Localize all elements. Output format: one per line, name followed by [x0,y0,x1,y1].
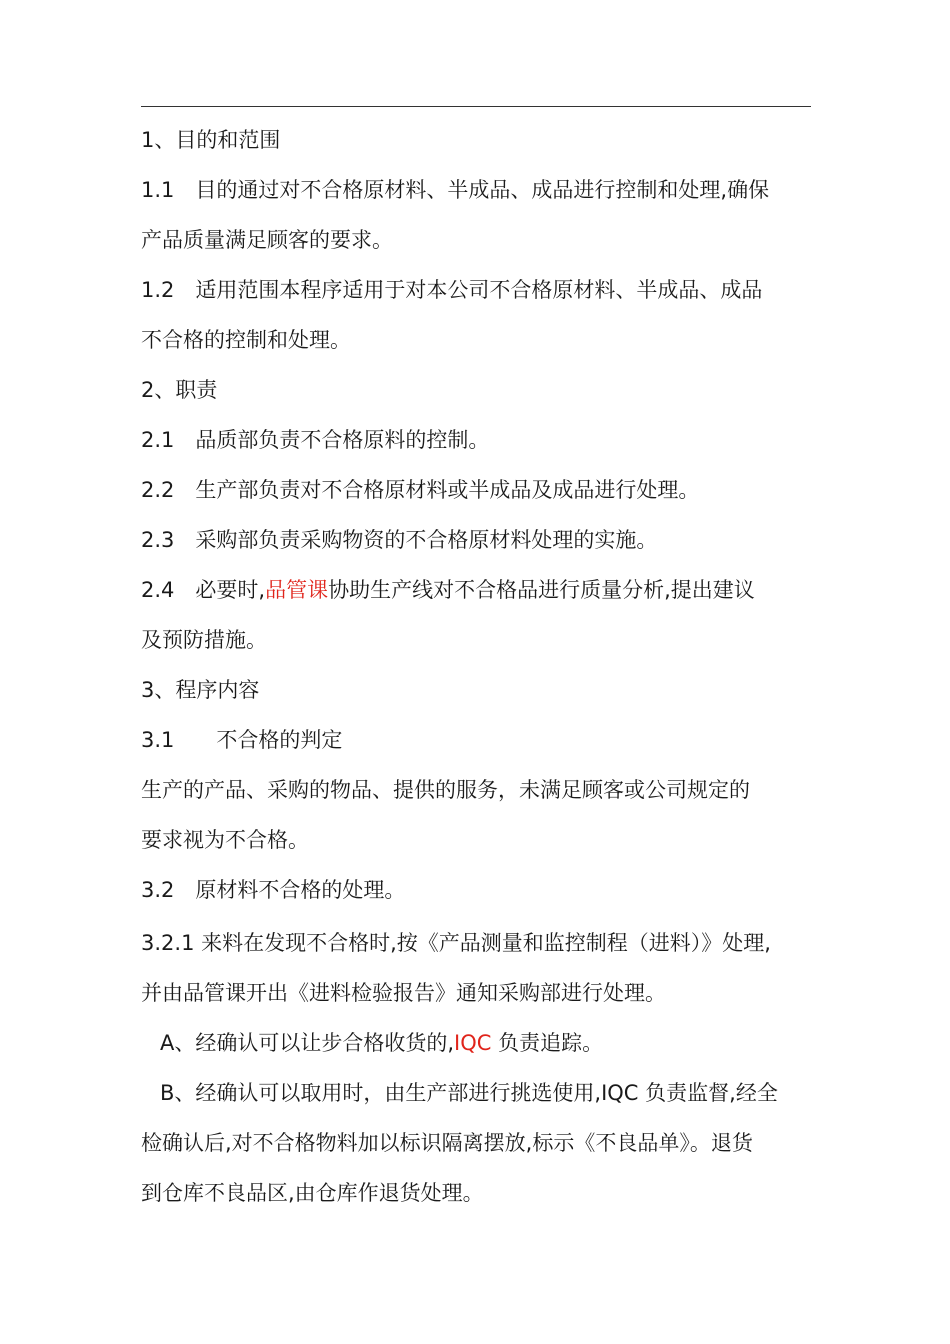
paragraph-line: 到仓库不良品区,由仓库作退货处理。 [141,1181,484,1205]
paragraph-line: 要求视为不合格。 [141,828,309,852]
subsection-heading: 3.2 原材料不合格的处理。 [141,878,406,902]
subsection-heading: 3.1 不合格的判定 [141,728,343,752]
highlighted-text: IQC [454,1031,492,1055]
paragraph-line: 不合格的控制和处理。 [141,328,351,352]
header-rule [141,106,811,107]
highlighted-text: 品管课 [265,578,329,602]
text-run: A、经确认可以让步合格收货的, [160,1031,455,1055]
section-heading-2: 2、职责 [141,378,218,402]
paragraph-line: 生产的产品、采购的物品、提供的服务，未满足顾客或公司规定的 [141,778,750,802]
paragraph-line: 并由品管课开出《进料检验报告》通知采购部进行处理。 [141,981,666,1005]
paragraph-line: 及预防措施。 [141,628,267,652]
section-heading-3: 3、程序内容 [141,678,260,702]
text-run: 协助生产线对不合格品进行质量分析,提出建议 [328,578,755,602]
paragraph-line: 1.2 适用范围本程序适用于对本公司不合格原材料、半成品、成品 [141,278,763,302]
paragraph-line: 2.3 采购部负责采购物资的不合格原材料处理的实施。 [141,528,658,552]
text-run: 2.4 必要时, [141,578,266,602]
paragraph-line [141,575,821,605]
paragraph-line: 3.2.1 来料在发现不合格时,按《产品测量和监控制程（进料）》处理, [141,931,771,955]
paragraph-line: 2.2 生产部负责对不合格原材料或半成品及成品进行处理。 [141,478,700,502]
list-item-a [160,1028,840,1058]
paragraph-line: 1.1 目的通过对不合格原材料、半成品、成品进行控制和处理,确保 [141,178,770,202]
section-heading-1: 1、目的和范围 [141,128,281,152]
text-run: 负责追踪。 [491,1031,604,1055]
list-item-b: B、经确认可以取用时，由生产部进行挑选使用,IQC 负责监督,经全 [160,1081,778,1105]
paragraph-line: 检确认后,对不合格物料加以标识隔离摆放,标示《不良品单》。退货 [141,1131,753,1155]
paragraph-line: 2.1 品质部负责不合格原料的控制。 [141,428,490,452]
paragraph-line: 产品质量满足顾客的要求。 [141,228,393,252]
